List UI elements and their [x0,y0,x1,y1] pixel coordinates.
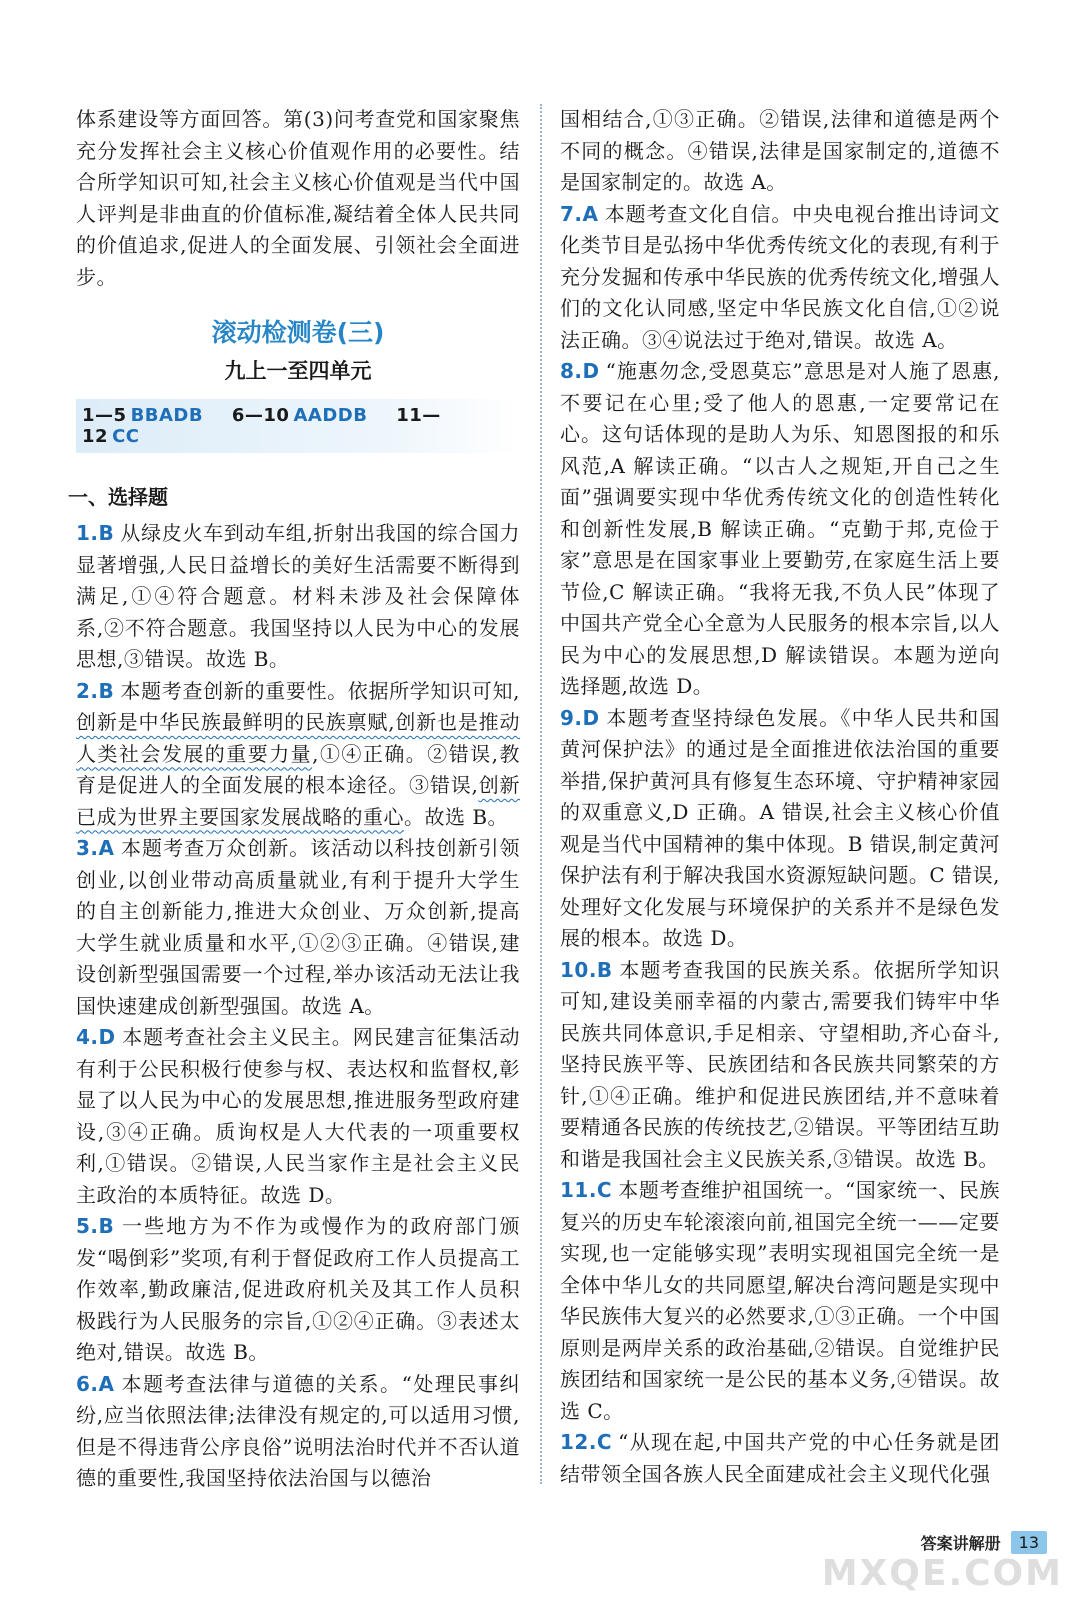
question-number: 1.B [76,521,115,545]
question-explanation: 本题考查坚持绿色发展。《中华人民共和国黄河保护法》的通过是全面推进依法治国的重要举措,保护黄河具有修复生态环境、守护精神家园的双重意义,D 正确。A 错误,社会主义核心价值观是当代中国精神的集中体现。B 错误,制定黄河保护法有利于解决我国水资源短缺问题。C 错误,处理好文化发展与环境保护的关系并不是绿色发展的根本。故选 D。 [560,705,1000,950]
question-number: 5.B [76,1214,115,1238]
right-column [560,104,1000,1490]
question-number: 9.D [560,705,600,730]
question-explanation: ,①④正确。②错误,教育是促进人的全面发展的根本途径。③错误, [76,741,520,797]
question-explanation: 本题考查文化自信。中央电视台推出诗词文化类节目是弘扬中华优秀传统文化的表现,有利于充分发掘和传承中华民族的优秀传统文化,增强人们的文化认同感,坚定中华民族文化自信,①②说法正确。③④说法过于绝对,错误。故选 A。 [560,201,1000,352]
question-number: 3.A [76,836,115,860]
page-footer [921,1531,1047,1554]
section-subtitle: 九上一至四单元 [224,359,372,383]
question-explanation: 本题考查创新的重要性。依据所学知识可知, [120,678,520,703]
question-2 [76,676,520,834]
question-explanation: 。故选 B。 [404,804,509,829]
question-explanation: 一些地方为不作为或慢作为的政府部门颁发“喝倒彩”奖项,有利于督促政府工作人员提高工作效率,勤政廉洁,促进政府机关及其工作人员积极践行为人民服务的宗旨,①②④正确。③表述太绝对,错误。故选 B。 [76,1214,520,1364]
section-title: 滚动检测卷(三) [211,318,385,347]
left-column [68,104,521,1495]
part-title: 一、选择题 [68,485,168,509]
answer-letters: CC [112,426,140,447]
question-explanation: 本题考查维护祖国统一。“国家统一、民族复兴的历史车轮滚滚向前,祖国完全统一——定要实现,也一定能够实现”表明实现祖国完全统一是全体中华儿女的共同愿望,解决台湾问题是实现中华民族伟大复兴的必然要求,①③正确。一个中国原则是两岸关系的政治基础,②错误。自觉维护民族团结和国家统一是公民的基本义务,④错误。故选 C。 [560,1178,1000,1423]
question-explanation: 本题考查法律与道德的关系。“处理民事纠纷,应当依照法律;法律没有规定的,可以适用习惯,但是不得违背公序良俗”说明法治时代并不否认道德的重要性,我国坚持依法治国与以德治 [76,1371,520,1490]
question-10 [560,955,1000,1176]
question-number: 7.A [560,201,599,226]
question-number: 8.D [560,359,600,383]
page-number: 13 [1011,1531,1047,1554]
question-explanation: 本题考查社会主义民主。网民建言征集活动有利于公民积极行使参与权、表达权和监督权,彰显了以人民为中心的发展思想,推进服务型政府建设,③④正确。质询权是人大代表的一项重要权利,①错误。②错误,人民当家作主是社会主义民主政治的本质特征。故选 D。 [76,1025,520,1207]
question-explanation: 本题考查我国的民族关系。依据所学知识可知,建设美丽幸福的内蒙古,需要我们铸牢中华民族共同体意识,手足相亲、守望相助,齐心奋斗,坚持民族平等、民族团结和各民族共同繁荣的方针,①④正确。维护和促进民族团结,并不意味着要精通各民族的传统技艺,②错误。平等团结互助和谐是我国社会主义民族关系,③错误。故选 B。 [560,957,1000,1171]
footer-label: 答案讲解册 [920,1534,1001,1553]
question-explanation: “从现在起,中国共产党的中心任务就是团结带领全国各族人民全面建成社会主义现代化强 [560,1430,1000,1486]
watermark: MXQE.COM [821,1553,1063,1594]
question-number: 10.B [560,957,613,982]
answer-range: 1—5 [82,405,127,426]
question-8 [560,356,1000,703]
question-explanation: 从绿皮火车到动车组,折射出我国的综合国力显著增强,人民日益增长的美好生活需要不断得到满足,①④符合题意。材料未涉及社会保障体系,②不符合题意。我国坚持以人民为中心的发展思想,③错误。故选 B。 [76,521,520,671]
question-11 [560,1175,1000,1427]
question-6-continued: 国相结合,①③正确。②错误,法律和道德是两个不同的概念。④错误,法律是国家制定的,道德不是国家制定的。故选 A。 [560,107,1000,194]
question-6 [76,1369,520,1495]
question-5 [76,1211,520,1369]
answer-key-bar [76,399,520,453]
question-number: 12.C [560,1430,613,1454]
question-4 [76,1022,520,1211]
answer-range: 6—10 [231,405,290,426]
wavy-underlined-text: 创新是中华民族最鲜明的民族禀赋,创新也是推动人类社会发展的重要力量 [76,710,520,766]
question-3 [76,833,520,1022]
question-number: 6.A [76,1371,115,1396]
question-1 [76,518,520,676]
answer-range: 11—12 [82,405,441,447]
question-explanation: “施惠勿念,受恩莫忘”意思是对人施了恩惠,不要记在心里;受了他人的恩惠,一定要常记在心。这句话体现的是助人为乐、知恩图报的和乐风范,A 解读正确。“以古人之规矩,开自己之生面”强调要实现中华优秀传统文化的创造性转化和创新性发展,B 解读正确。“克勤于邦,克俭于家”意思是在国家事业上要勤劳,在家庭生活上要节俭,C 解读正确。“我将无我,不负人民”体现了中国共产党全心全意为人民服务的根本宗旨,以人民为中心的发展思想,D 解读错误。本题为逆向选择题,故选 D。 [560,359,1000,698]
question-9 [560,703,1000,955]
question-number: 4.D [76,1025,116,1049]
question-number: 11.C [560,1178,613,1202]
intro-paragraph: 体系建设等方面回答。第(3)问考查党和国家聚焦充分发挥社会主义核心价值观作用的必要性。结合所学知识可知,社会主义核心价值观是当代中国人评判是非曲直的价值标准,凝结着全体人民共同的价值追求,促进人的全面发展、引领社会全面进步。 [76,107,520,289]
question-explanation: 本题考查万众创新。该活动以科技创新引领创业,以创业带动高质量就业,有利于提升大学生的自主创新能力,推进大众创业、万众创新,提高大学生就业质量和水平,①②③正确。④错误,建设创新型强国需要一个过程,举办该活动无法让我国快速建成创新型强国。故选 A。 [76,836,520,1018]
answer-letters: BBADB [130,405,204,426]
question-7 [560,199,1000,357]
question-12 [560,1427,1000,1490]
column-divider [540,104,542,1484]
question-number: 2.B [76,678,115,703]
wavy-underlined-text: 创新已成为世界主要国家发展战略的重心 [76,773,521,829]
answer-letters: AADDB [293,405,368,426]
